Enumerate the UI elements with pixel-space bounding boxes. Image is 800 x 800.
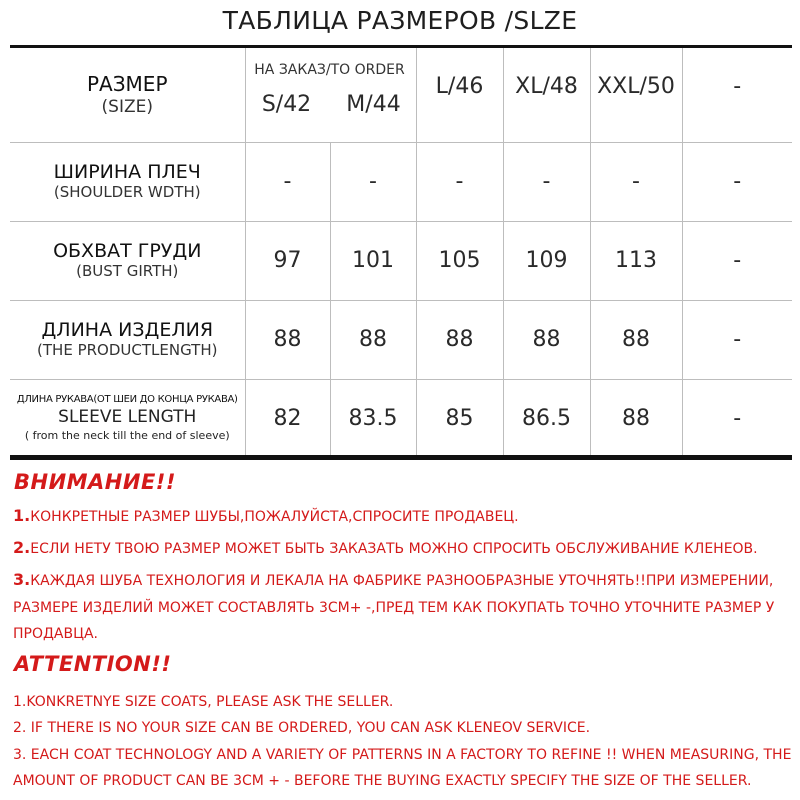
table-cell: 88 (503, 300, 590, 379)
table-cell: 105 (416, 221, 503, 300)
size-extra-cell (682, 48, 792, 142)
en-note-line: AMOUNT OF PRODUCT CAN BE 3CM + - BEFORE THE BUYING EXACTLY SPECIFY THE SIZE OF THE SELLER. (13, 773, 752, 789)
table-row-length (10, 300, 792, 379)
table-cell: 109 (503, 221, 590, 300)
ru-note-3 (13, 570, 773, 589)
table-cell: - (416, 142, 503, 221)
en-note-line: 2. IF THERE IS NO YOUR SIZE CAN BE ORDERED, YOU CAN ASK KLENEOV SERVICE. (13, 720, 591, 736)
row-label-ru: ОБХВАТ ГРУДИ (53, 240, 202, 262)
table-cell: 88 (416, 300, 503, 379)
row-label-en: (BUST GIRTH) (76, 262, 179, 280)
table-cell: 88 (590, 379, 682, 457)
table-cell: - (503, 142, 590, 221)
row-label-ru: ШИРИНА ПЛЕЧ (53, 161, 201, 183)
table-cell: - (682, 142, 792, 221)
row-label-cell (10, 300, 245, 379)
size-extra: - (733, 74, 742, 100)
size-xl48-cell (503, 48, 590, 142)
size-xl48: XL/48 (515, 74, 578, 100)
table-cell: - (682, 379, 792, 457)
row-label-en: SLEEVE LENGTH (58, 406, 197, 427)
size-table (10, 48, 792, 457)
row-label-cell (10, 221, 245, 300)
size-l46-cell (416, 48, 503, 142)
row-label-ru: ДЛИНА ИЗДЕЛИЯ (41, 319, 214, 341)
row-label-en: (SHOULDER WDTH) (53, 183, 201, 201)
table-header-row (10, 48, 792, 142)
row-label-cell (10, 379, 245, 457)
size-label-en: (SIZE) (101, 96, 153, 117)
table-row-shoulder (10, 142, 792, 221)
table-cell: 97 (245, 221, 330, 300)
table-cell: - (682, 300, 792, 379)
table-cell: - (682, 221, 792, 300)
en-attention-title: ATTENTION!! (14, 652, 172, 676)
table-cell: - (245, 142, 330, 221)
size-m44: M/44 (346, 92, 401, 117)
table-cell: 113 (590, 221, 682, 300)
to-order-cell (245, 48, 416, 142)
en-note-line: 1.KONKRETNYE SIZE COATS, PLEASE ASK THE SELLER. (13, 694, 394, 710)
page-title: ТАБЛИЦА РАЗМЕРОВ /SLZE (222, 6, 578, 35)
size-label-cell (10, 48, 245, 142)
size-label-ru: РАЗМЕР (86, 71, 168, 96)
note-text: КАЖДАЯ ШУБА ТЕХНОЛОГИЯ И ЛЕКАЛА НА ФАБРИКЕ РАЗНООБРАЗНЫЕ УТОЧНЯТЬ!!ПРИ ИЗМЕРЕНИИ, (30, 573, 774, 589)
table-cell: 88 (330, 300, 416, 379)
size-s42: S/42 (261, 92, 312, 117)
en-note-line: 3. EACH COAT TECHNOLOGY AND A VARIETY OF PATTERNS IN A FACTORY TO REFINE !! WHEN MEASURING, THE (13, 747, 792, 763)
size-xxl50: XXL/50 (597, 74, 675, 100)
ru-note-1 (13, 506, 519, 525)
note-number: 1. (13, 506, 31, 525)
table-row-bust (10, 221, 792, 300)
table-cell: 85 (416, 379, 503, 457)
table-cell: 88 (590, 300, 682, 379)
note-number: 3. (13, 570, 31, 589)
table-cell: 88 (245, 300, 330, 379)
note-text: КОНКРЕТНЫЕ РАЗМЕР ШУБЫ,ПОЖАЛУЙСТА,СПРОСИТЕ ПРОДАВЕЦ. (30, 509, 519, 525)
ru-attention-title: ВНИМАНИЕ!! (14, 470, 176, 494)
row-label-ru: ДЛИНА РУКАВА(ОТ ШЕИ ДО КОНЦА РУКАВА) (16, 393, 238, 405)
size-l46: L/46 (435, 74, 484, 100)
row-label-note: ( from the neck till the end of sleeve) (24, 428, 230, 442)
ru-note-2 (13, 538, 758, 557)
table-cell: 82 (245, 379, 330, 457)
row-label-en: (THE PRODUCTLENGTH) (37, 341, 218, 359)
ru-note-3-cont: РАЗМЕРЕ ИЗДЕЛИЙ МОЖЕТ СОСТАВЛЯТЬ 3СМ+ -,ПРЕД ТЕМ КАК ПОКУПАТЬ ТОЧНО УТОЧНИТЕ РАЗМЕР У (13, 600, 775, 616)
ru-note-3-cont: ПРОДАВЦА. (13, 626, 99, 642)
table-row-sleeve (10, 379, 792, 457)
table-cell: - (330, 142, 416, 221)
to-order-note: НА ЗАКАЗ/TO ORDER (254, 62, 405, 78)
table-bottom-rule (10, 455, 792, 460)
table-cell: 101 (330, 221, 416, 300)
row-label-cell (10, 142, 245, 221)
table-cell: 86.5 (503, 379, 590, 457)
note-number: 2. (13, 538, 31, 557)
note-text: ЕСЛИ НЕТУ ТВОЮ РАЗМЕР МОЖЕТ БЫТЬ ЗАКАЗАТЬ МОЖНО СПРОСИТЬ ОБСЛУЖИВАНИЕ КЛЕНЕОВ. (30, 541, 758, 557)
table-cell: 83.5 (330, 379, 416, 457)
size-xxl50-cell (590, 48, 682, 142)
table-cell: - (590, 142, 682, 221)
